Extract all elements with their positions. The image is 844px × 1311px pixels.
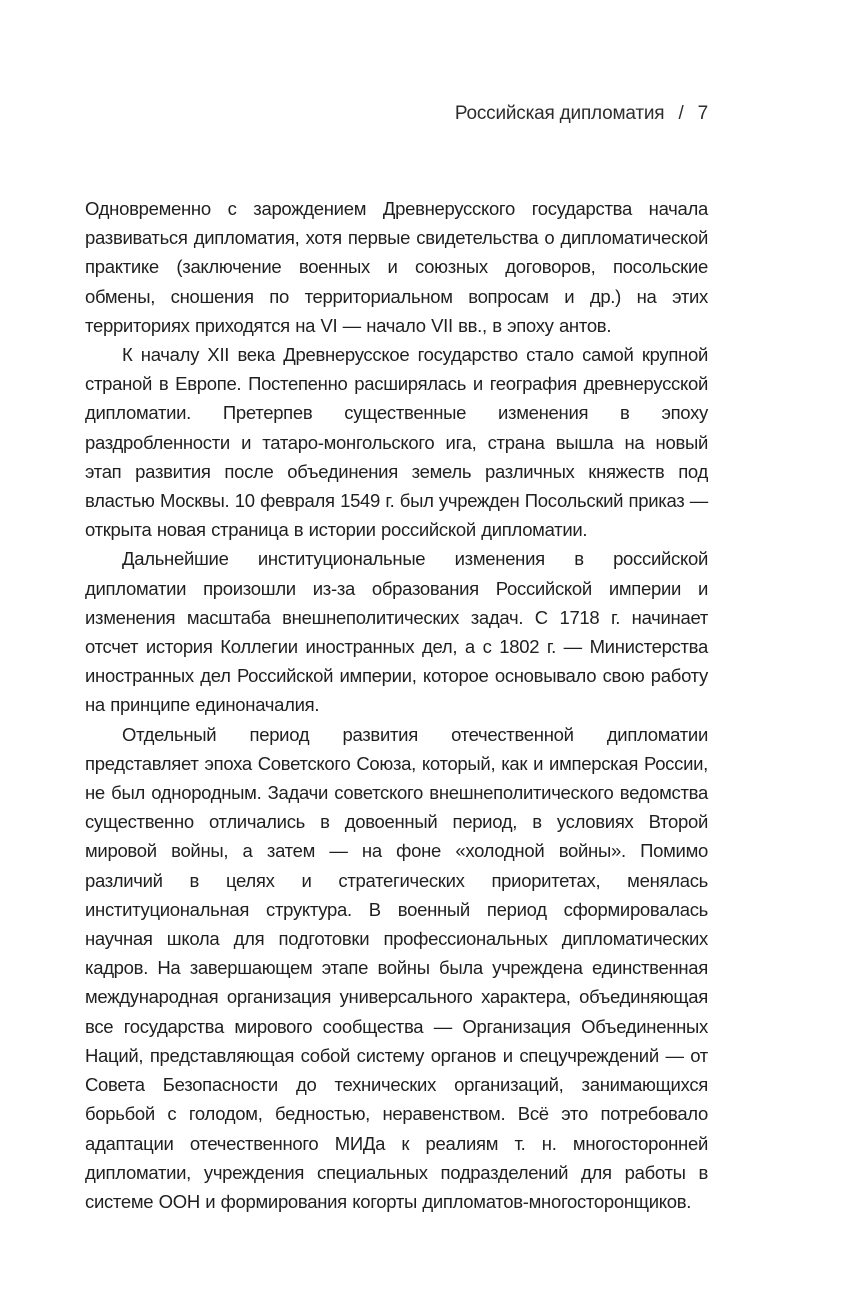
body-paragraph: Дальнейшие институциональные изменения в российской дипломатии произошли из-за образования Российской империи и изменения масштаба внешнеполитических задач. С 1718 г. начинает отсчет история Коллегии иностранных дел, а с 1802 г. — Министерства иностранных дел Российской империи, которое основывало свою работу на принципе единоначалия.: [85, 548, 708, 716]
body-paragraph: Одновременно с зарождением Древнерусского государства начала развиваться дипломатия, хотя первые свидетельства о дипломатической практике (заключение военных и союзных договоров, посольские обмены, сношения по территориальном вопросам и др.) на этих территориях приходятся на VI — начало VII вв., в эпоху антов.: [85, 198, 708, 336]
page-header: [85, 0, 708, 127]
body-paragraph: Отдельный период развития отечественной дипломатии представляет эпоха Советского Союза, который, как и имперская России, не был однородным. Задачи советского внешнеполитического ведомства существенно отличались в довоенный период, в условиях Второй мировой войны, а затем — на фоне «холодной войны». Помимо различий в целях и стратегических приоритетах, менялась институциональная структура. В военный период сформировалась научная школа для подготовки профессиональных дипломатических кадров. На завершающем этапе войны была учреждена единственная международная организация универсального характера, объединяющая все государства мирового сообщества — Организация Объединенных Наций, представляющая собой систему органов и спецучреждений — от Совета Безопасности до технических организаций, занимающихся борьбой с голодом, бедностью, неравенством. Всё это потребовало адаптации отечественного МИДа к реалиям т. н. многосторонней дипломатии, учреждения специальных подразделений для работы в системе ООН и формирования когорты дипломатов-многосторонщиков.: [85, 723, 708, 1212]
page-number: 7: [697, 103, 708, 124]
body-paragraph: К началу XII века Древнерусское государство стало самой крупной страной в Европе. Постепенно расширялась и география древнерусской дипломатии. Претерпев существенные изменения в эпоху раздробленности и татаро-монгольского ига, страна вышла на новый этап развития после объединения земель различных княжеств под властью Москвы. 10 февраля 1549 г. был учрежден Посольский приказ — открыта новая страница в истории российской дипломатии.: [85, 344, 708, 541]
header-separator: /: [678, 103, 684, 124]
page-body: [85, 194, 708, 1216]
running-title: Российская дипломатия: [454, 103, 665, 124]
